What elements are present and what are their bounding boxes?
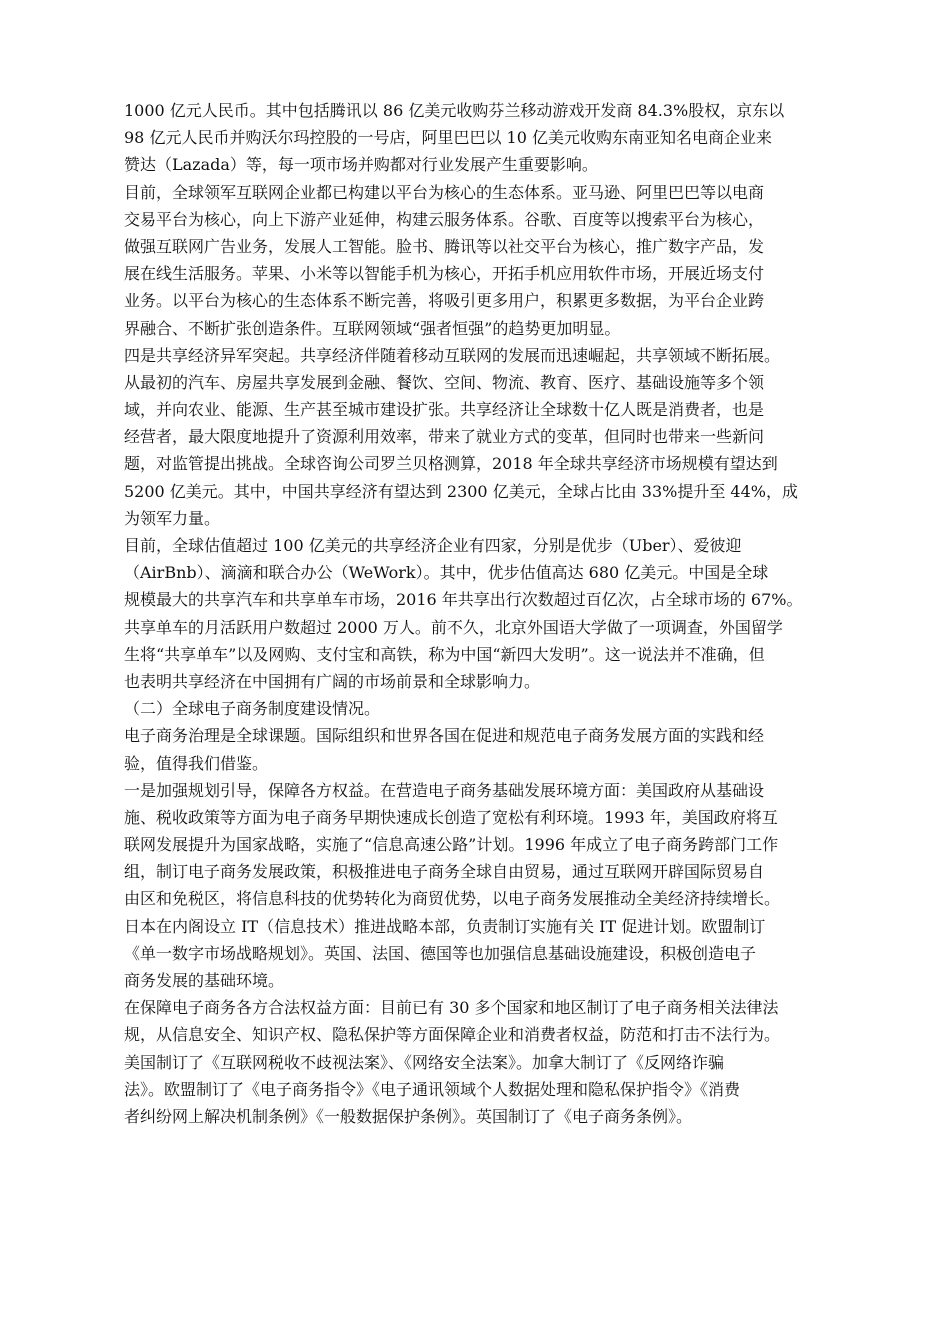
paragraph [124,342,854,532]
text-line: 目前，全球估值超过 100 亿美元的共享经济企业有四家，分别是优步（Uber）、爱彼迎 [124,536,742,555]
document-body [124,97,854,1130]
text-line: 题，对监管提出挑战。全球咨询公司罗兰贝格测算，2018 年全球共享经济市场规模有望达到 [124,454,778,474]
text-line: 由区和免税区，将信息科技的优势转化为商贸优势，以电子商务发展推动全美经济持续增长。 [124,889,781,909]
text-line: 经营者，最大限度地提升了资源利用效率，带来了就业方式的变革，但同时也带来一些新问 [124,427,765,447]
text-line: 商务发展的基础环境。 [124,971,285,990]
text-line: 为领军力量。 [124,508,221,528]
text-line: 目前，全球领军互联网企业都已构建以平台为核心的生态体系。亚马逊、阿里巴巴等以电商 [124,182,765,202]
text-line: 《单一数字市场战略规划》。英国、法国、德国等也加强信息基础设施建设，积极创造电子 [124,943,757,963]
text-line: 电子商务治理是全球课题。国际组织和世界各国在促进和规范电子商务发展方面的实践和经 [124,726,765,746]
paragraph [124,532,854,695]
text-line: （AirBnb）、滴滴和联合办公（WeWork）。其中，优步估值高达 680 亿美元。中国是全球 [124,563,769,583]
text-line: 赞达（Lazada）等，每一项市场并购都对行业发展产生重要影响。 [124,155,598,175]
text-line: 界融合、不断扩张创造条件。互联网领域“强者恒强”的趋势更加明显。 [124,318,621,338]
text-line: 美国制订了《互联网税收不歧视法案》、《网络安全法案》。加拿大制订了《反网络诈骗 [124,1052,725,1072]
text-line: 验，值得我们借鉴。 [124,753,269,773]
text-line: 规模最大的共享汽车和共享单车市场，2016 年共享出行次数超过百亿次，占全球市场的 67%。 [124,590,803,610]
text-line: 也表明共享经济在中国拥有广阔的市场前景和全球影响力。 [124,671,541,691]
paragraph [124,179,854,342]
text-line: 从最初的汽车、房屋共享发展到金融、餐饮、空间、物流、教育、医疗、基础设施等多个领 [124,372,765,392]
text-line: 施、税收政策等方面为电子商务早期快速成长创造了宽松有利环境。1993 年，美国政府将互 [124,807,778,827]
text-line: 交易平台为核心，向上下游产业延伸，构建云服务体系。谷歌、百度等以搜索平台为核心， [124,209,765,229]
text-line: 日本在内阁设立 IT（信息技术）推进战略本部，负责制订实施有关 IT 促进计划。欧盟制订 [124,916,766,936]
paragraph [124,994,854,1130]
text-line: 98 亿元人民币并购沃尔玛控股的一号店，阿里巴巴以 10 亿美元收购东南亚知名电商企业来 [124,128,772,148]
text-line: 法》。欧盟制订了《电子商务指令》《电子通讯领域个人数据处理和隐私保护指令》《消费 [124,1079,741,1099]
paragraph [124,695,854,722]
text-line: 者纠纷网上解决机制条例》《一般数据保护条例》。英国制订了《电子商务条例》。 [124,1106,693,1126]
text-line: 1000 亿元人民币。其中包括腾讯以 86 亿美元收购芬兰移动游戏开发商 84.3%股权，京东以 [124,101,785,120]
text-line: 规，从信息安全、知识产权、隐私保护等方面保障企业和消费者权益，防范和打击不法行为。 [124,1025,781,1045]
text-line: 生将“共享单车”以及网购、支付宝和高铁，称为中国“新四大发明”。这一说法并不准确，但 [124,644,765,664]
paragraph [124,97,854,179]
text-line: 做强互联网广告业务，发展人工智能。脸书、腾讯等以社交平台为核心，推广数字产品，发 [124,236,765,256]
text-line: 业务。以平台为核心的生态体系不断完善，将吸引更多用户，积累更多数据，为平台企业跨 [124,291,765,311]
paragraph [124,777,854,995]
text-line: 四是共享经济异军突起。共享经济伴随着移动互联网的发展而迅速崛起，共享领域不断拓展。 [124,345,781,365]
text-line: 展在线生活服务。苹果、小米等以智能手机为核心，开拓手机应用软件市场，开展近场支付 [124,264,765,284]
text-line: 共享单车的月活跃用户数超过 2000 万人。前不久，北京外国语大学做了一项调查，外国留学 [124,617,783,637]
text-line: 联网发展提升为国家战略，实施了“信息高速公路”计划。1996 年成立了电子商务跨部门工作 [124,835,779,855]
text-line: 一是加强规划引导，保障各方权益。在营造电子商务基础发展环境方面：美国政府从基础设 [124,780,765,800]
text-line: 组，制订电子商务发展政策，积极推进电子商务全球自由贸易，通过互联网开辟国际贸易自 [124,862,765,882]
text-line: 5200 亿美元。其中，中国共享经济有望达到 2300 亿美元，全球占比由 33%提升至 44%，成 [124,481,798,501]
text-line: 域，并向农业、能源、生产甚至城市建设扩张。共享经济让全球数十亿人既是消费者，也是 [124,400,765,420]
paragraph [124,722,854,776]
text-line: （二）全球电子商务制度建设情况。 [124,699,381,719]
text-line: 在保障电子商务各方合法权益方面：目前已有 30 多个国家和地区制订了电子商务相关法律法 [124,998,779,1018]
